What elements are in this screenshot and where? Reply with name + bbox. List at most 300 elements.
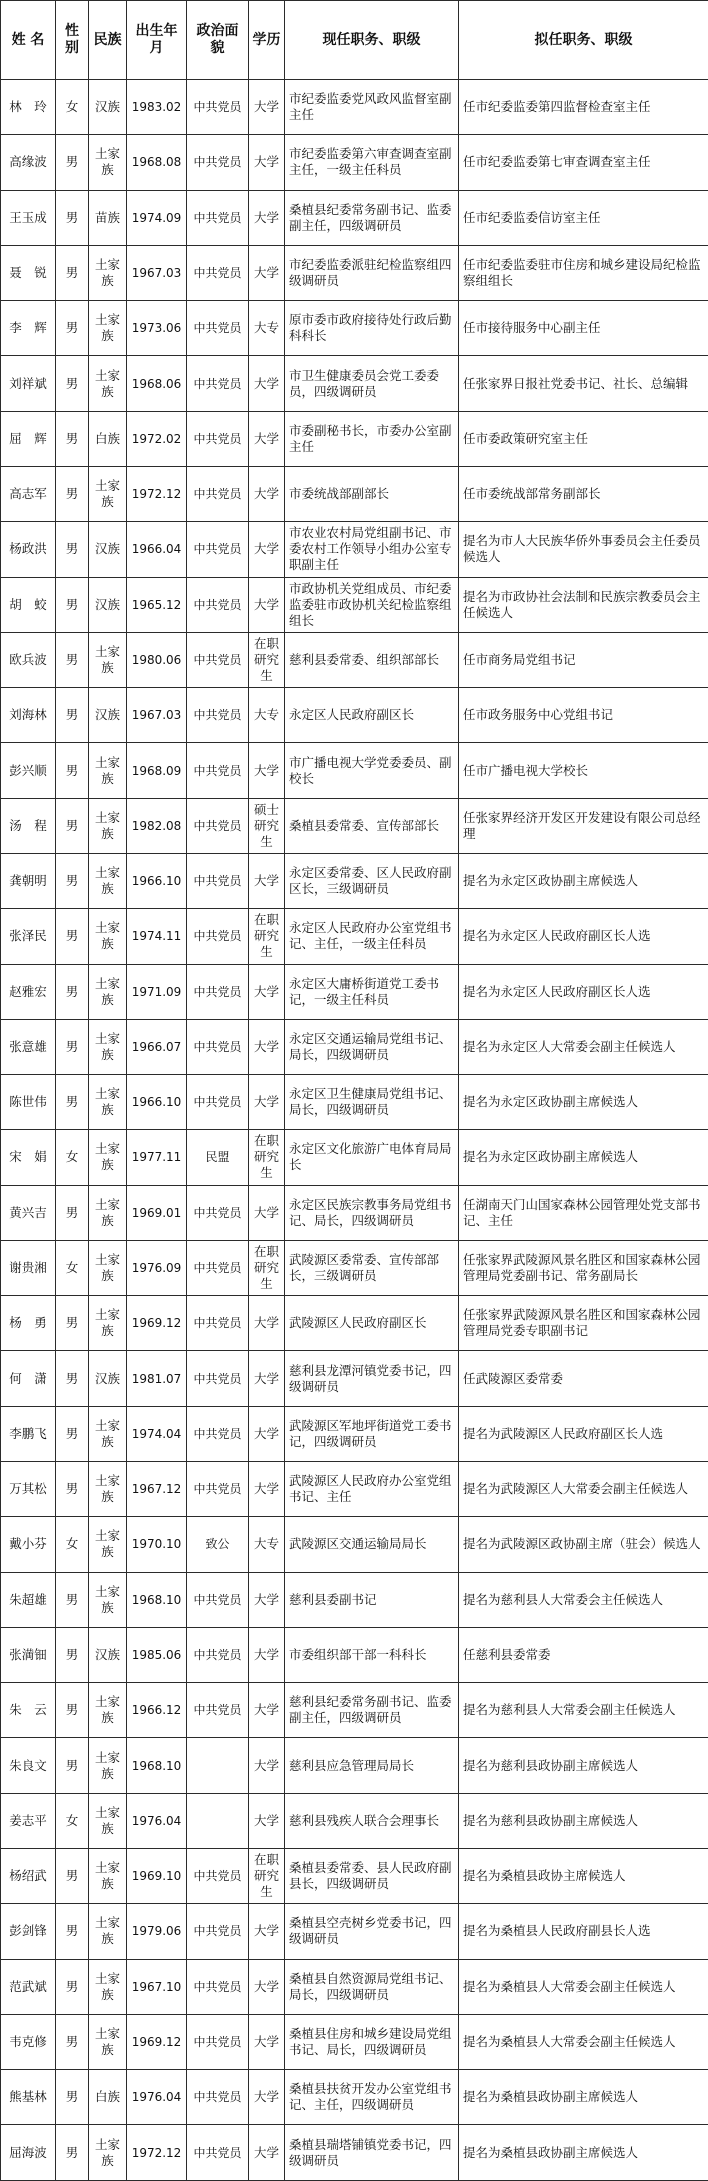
cell-politics: 中共党员 bbox=[187, 1904, 249, 1959]
cell-birth: 1982.08 bbox=[127, 798, 187, 853]
cell-gender: 男 bbox=[56, 743, 89, 798]
cell-current-position: 市委副秘书长，市委办公室副主任 bbox=[285, 411, 459, 466]
cell-education: 大学 bbox=[249, 1959, 285, 2014]
cell-politics: 中共党员 bbox=[187, 743, 249, 798]
cell-education: 大学 bbox=[249, 1572, 285, 1627]
table-row bbox=[1, 577, 708, 632]
cell-current-position: 慈利县纪委常务副书记、监委副主任，四级调研员 bbox=[285, 1683, 459, 1738]
cell-education: 大专 bbox=[249, 1517, 285, 1572]
cell-name: 杨绍武 bbox=[1, 1849, 56, 1904]
cell-proposed-position: 提名为桑植县人大常委会副主任候选人 bbox=[459, 1959, 708, 2014]
cell-politics: 中共党员 bbox=[187, 853, 249, 908]
table-row bbox=[1, 80, 708, 135]
cell-current-position: 武陵源区人民政府副区长 bbox=[285, 1296, 459, 1351]
cell-birth: 1969.10 bbox=[127, 1849, 187, 1904]
table-row bbox=[1, 356, 708, 411]
cell-name: 熊基林 bbox=[1, 2070, 56, 2125]
cell-name: 刘祥斌 bbox=[1, 356, 56, 411]
header-ethnicity: 民族 bbox=[89, 1, 127, 80]
cell-proposed-position: 提名为桑植县政协主席候选人 bbox=[459, 1849, 708, 1904]
cell-birth: 1967.03 bbox=[127, 688, 187, 743]
cell-current-position: 慈利县龙潭河镇党委书记，四级调研员 bbox=[285, 1351, 459, 1406]
cell-ethnicity: 土家族 bbox=[89, 356, 127, 411]
cell-ethnicity: 土家族 bbox=[89, 1296, 127, 1351]
cell-birth: 1966.07 bbox=[127, 1019, 187, 1074]
cell-proposed-position: 任市纪委监委第四监督检查室主任 bbox=[459, 80, 708, 135]
cell-birth: 1967.10 bbox=[127, 1959, 187, 2014]
cell-ethnicity: 土家族 bbox=[89, 853, 127, 908]
cell-ethnicity: 土家族 bbox=[89, 1683, 127, 1738]
cell-ethnicity: 土家族 bbox=[89, 1130, 127, 1185]
table-row bbox=[1, 1572, 708, 1627]
cell-ethnicity: 土家族 bbox=[89, 909, 127, 964]
cell-birth: 1967.12 bbox=[127, 1462, 187, 1517]
cell-birth: 1966.12 bbox=[127, 1683, 187, 1738]
cell-name: 杨政洪 bbox=[1, 522, 56, 577]
cell-name: 高志军 bbox=[1, 466, 56, 521]
cell-proposed-position: 提名为市政协社会法制和民族宗教委员会主任候选人 bbox=[459, 577, 708, 632]
cell-gender: 男 bbox=[56, 688, 89, 743]
cell-proposed-position: 任市委统战部常务副部长 bbox=[459, 466, 708, 521]
cell-politics: 中共党员 bbox=[187, 909, 249, 964]
cell-gender: 男 bbox=[56, 1738, 89, 1793]
table-row bbox=[1, 190, 708, 245]
cell-ethnicity: 汉族 bbox=[89, 1351, 127, 1406]
cell-education: 大学 bbox=[249, 1351, 285, 1406]
cell-birth: 1968.10 bbox=[127, 1738, 187, 1793]
cell-ethnicity: 土家族 bbox=[89, 135, 127, 190]
cell-proposed-position: 提名为永定区政协副主席候选人 bbox=[459, 853, 708, 908]
cell-proposed-position: 提名为桑植县人大常委会副主任候选人 bbox=[459, 2014, 708, 2069]
cell-education: 大学 bbox=[249, 2125, 285, 2180]
table-row bbox=[1, 466, 708, 521]
cell-current-position: 市农业农村局党组副书记、市委农村工作领导小组办公室专职副主任 bbox=[285, 522, 459, 577]
cell-name: 杨 勇 bbox=[1, 1296, 56, 1351]
cell-education: 大学 bbox=[249, 853, 285, 908]
cell-gender: 男 bbox=[56, 356, 89, 411]
table-row bbox=[1, 1517, 708, 1572]
cell-ethnicity: 土家族 bbox=[89, 1019, 127, 1074]
cell-name: 黄兴吉 bbox=[1, 1185, 56, 1240]
cell-name: 屈 辉 bbox=[1, 411, 56, 466]
cell-education: 大学 bbox=[249, 356, 285, 411]
cell-ethnicity: 土家族 bbox=[89, 1075, 127, 1130]
table-row bbox=[1, 688, 708, 743]
cell-name: 高缘波 bbox=[1, 135, 56, 190]
cell-current-position: 市纪委监委党风政风监督室副主任 bbox=[285, 80, 459, 135]
cell-ethnicity: 白族 bbox=[89, 411, 127, 466]
header-name: 姓 名 bbox=[1, 1, 56, 80]
cell-education: 大学 bbox=[249, 964, 285, 1019]
cell-politics: 中共党员 bbox=[187, 964, 249, 1019]
cell-birth: 1968.08 bbox=[127, 135, 187, 190]
cell-education: 大学 bbox=[249, 245, 285, 300]
cell-current-position: 市政协机关党组成员、市纪委监委驻市政协机关纪检监察组组长 bbox=[285, 577, 459, 632]
cell-gender: 男 bbox=[56, 909, 89, 964]
cell-education: 大学 bbox=[249, 2070, 285, 2125]
cell-politics: 民盟 bbox=[187, 1130, 249, 1185]
cell-ethnicity: 土家族 bbox=[89, 632, 127, 687]
cell-ethnicity: 汉族 bbox=[89, 1627, 127, 1682]
cell-current-position: 武陵源区交通运输局局长 bbox=[285, 1517, 459, 1572]
cell-education: 大学 bbox=[249, 1019, 285, 1074]
cell-ethnicity: 土家族 bbox=[89, 1185, 127, 1240]
cell-gender: 男 bbox=[56, 1683, 89, 1738]
cell-politics: 中共党员 bbox=[187, 1075, 249, 1130]
table-row bbox=[1, 1738, 708, 1793]
cell-birth: 1965.12 bbox=[127, 577, 187, 632]
cell-politics: 中共党员 bbox=[187, 1572, 249, 1627]
cell-gender: 男 bbox=[56, 1904, 89, 1959]
cell-current-position: 桑植县委常委、县人民政府副县长，四级调研员 bbox=[285, 1849, 459, 1904]
cell-ethnicity: 土家族 bbox=[89, 301, 127, 356]
cell-name: 刘海林 bbox=[1, 688, 56, 743]
cell-education: 大学 bbox=[249, 1683, 285, 1738]
table-row bbox=[1, 1019, 708, 1074]
cell-proposed-position: 任慈利县委常委 bbox=[459, 1627, 708, 1682]
cell-birth: 1968.10 bbox=[127, 1572, 187, 1627]
cell-ethnicity: 土家族 bbox=[89, 1572, 127, 1627]
cell-name: 姜志平 bbox=[1, 1793, 56, 1848]
cell-birth: 1972.12 bbox=[127, 466, 187, 521]
cell-current-position: 桑植县纪委常务副书记、监委副主任，四级调研员 bbox=[285, 190, 459, 245]
cell-ethnicity: 苗族 bbox=[89, 190, 127, 245]
cell-politics: 中共党员 bbox=[187, 1351, 249, 1406]
cell-politics bbox=[187, 1738, 249, 1793]
cell-education: 大学 bbox=[249, 522, 285, 577]
cell-gender: 女 bbox=[56, 1517, 89, 1572]
cell-birth: 1974.11 bbox=[127, 909, 187, 964]
table-row bbox=[1, 1406, 708, 1461]
table-row bbox=[1, 1185, 708, 1240]
cell-gender: 女 bbox=[56, 80, 89, 135]
cell-proposed-position: 提名为武陵源区人民政府副区长人选 bbox=[459, 1406, 708, 1461]
cell-politics: 中共党员 bbox=[187, 411, 249, 466]
cell-education: 大学 bbox=[249, 1904, 285, 1959]
cell-gender: 男 bbox=[56, 2070, 89, 2125]
header-politics: 政治面貌 bbox=[187, 1, 249, 80]
cell-name: 张泽民 bbox=[1, 909, 56, 964]
cell-gender: 男 bbox=[56, 411, 89, 466]
cell-ethnicity: 汉族 bbox=[89, 522, 127, 577]
cell-politics: 中共党员 bbox=[187, 1185, 249, 1240]
cell-current-position: 市卫生健康委员会党工委委员，四级调研员 bbox=[285, 356, 459, 411]
cell-current-position: 市委统战部副部长 bbox=[285, 466, 459, 521]
cell-politics: 中共党员 bbox=[187, 1683, 249, 1738]
cell-education: 大学 bbox=[249, 135, 285, 190]
cell-politics: 中共党员 bbox=[187, 632, 249, 687]
cell-ethnicity: 土家族 bbox=[89, 1462, 127, 1517]
cell-gender: 男 bbox=[56, 301, 89, 356]
cell-gender: 男 bbox=[56, 632, 89, 687]
table-row bbox=[1, 1351, 708, 1406]
cell-politics: 中共党员 bbox=[187, 1296, 249, 1351]
cell-gender: 男 bbox=[56, 466, 89, 521]
table-row bbox=[1, 411, 708, 466]
cell-education: 大学 bbox=[249, 1793, 285, 1848]
cell-birth: 1967.03 bbox=[127, 245, 187, 300]
cell-current-position: 永定区人民政府副区长 bbox=[285, 688, 459, 743]
cell-birth: 1976.04 bbox=[127, 1793, 187, 1848]
cell-proposed-position: 任张家界武陵源风景名胜区和国家森林公园管理局党委副书记、常务副局长 bbox=[459, 1240, 708, 1295]
cell-current-position: 永定区大庸桥街道党工委书记，一级主任科员 bbox=[285, 964, 459, 1019]
cell-name: 宋 娟 bbox=[1, 1130, 56, 1185]
cell-birth: 1969.01 bbox=[127, 1185, 187, 1240]
cell-politics: 致公 bbox=[187, 1517, 249, 1572]
cell-ethnicity: 土家族 bbox=[89, 1406, 127, 1461]
cell-current-position: 永定区民族宗教事务局党组书记、局长，四级调研员 bbox=[285, 1185, 459, 1240]
cell-name: 赵雅宏 bbox=[1, 964, 56, 1019]
cell-gender: 男 bbox=[56, 1462, 89, 1517]
cell-proposed-position: 任市委政策研究室主任 bbox=[459, 411, 708, 466]
cell-name: 戴小芬 bbox=[1, 1517, 56, 1572]
table-row bbox=[1, 1849, 708, 1904]
cell-education: 大学 bbox=[249, 1406, 285, 1461]
cell-gender: 男 bbox=[56, 1406, 89, 1461]
cell-name: 林 玲 bbox=[1, 80, 56, 135]
cell-name: 彭兴顺 bbox=[1, 743, 56, 798]
cell-name: 范武斌 bbox=[1, 1959, 56, 2014]
cell-gender: 男 bbox=[56, 577, 89, 632]
cell-gender: 男 bbox=[56, 1019, 89, 1074]
cell-birth: 1977.11 bbox=[127, 1130, 187, 1185]
cell-education: 大学 bbox=[249, 577, 285, 632]
cell-politics: 中共党员 bbox=[187, 1462, 249, 1517]
cell-name: 万其松 bbox=[1, 1462, 56, 1517]
cell-education: 大学 bbox=[249, 80, 285, 135]
cell-politics: 中共党员 bbox=[187, 2070, 249, 2125]
cell-name: 欧兵波 bbox=[1, 632, 56, 687]
cell-education: 大专 bbox=[249, 688, 285, 743]
cell-education: 大学 bbox=[249, 1075, 285, 1130]
cell-name: 李鹏飞 bbox=[1, 1406, 56, 1461]
cell-ethnicity: 土家族 bbox=[89, 1793, 127, 1848]
table-row bbox=[1, 632, 708, 687]
cell-current-position: 永定区委常委、区人民政府副区长，三级调研员 bbox=[285, 853, 459, 908]
cell-education: 大学 bbox=[249, 1738, 285, 1793]
cell-politics: 中共党员 bbox=[187, 2014, 249, 2069]
cell-politics: 中共党员 bbox=[187, 1627, 249, 1682]
header-current-position: 现任职务、职级 bbox=[285, 1, 459, 80]
cell-birth: 1985.06 bbox=[127, 1627, 187, 1682]
cell-politics: 中共党员 bbox=[187, 577, 249, 632]
cell-ethnicity: 土家族 bbox=[89, 1517, 127, 1572]
cell-name: 朱良文 bbox=[1, 1738, 56, 1793]
cell-politics: 中共党员 bbox=[187, 80, 249, 135]
cell-ethnicity: 汉族 bbox=[89, 80, 127, 135]
cell-birth: 1966.04 bbox=[127, 522, 187, 577]
cell-name: 谢贵湘 bbox=[1, 1240, 56, 1295]
cell-education: 大学 bbox=[249, 1627, 285, 1682]
cell-current-position: 桑植县自然资源局党组书记、局长，四级调研员 bbox=[285, 1959, 459, 2014]
cell-current-position: 慈利县委副书记 bbox=[285, 1572, 459, 1627]
cell-proposed-position: 提名为市人大民族华侨外事委员会主任委员候选人 bbox=[459, 522, 708, 577]
cell-name: 屈海波 bbox=[1, 2125, 56, 2180]
cell-education: 大学 bbox=[249, 2014, 285, 2069]
cell-birth: 1973.06 bbox=[127, 301, 187, 356]
cell-birth: 1966.10 bbox=[127, 1075, 187, 1130]
table-row bbox=[1, 2070, 708, 2125]
cell-birth: 1971.09 bbox=[127, 964, 187, 1019]
cell-gender: 男 bbox=[56, 2014, 89, 2069]
cell-politics: 中共党员 bbox=[187, 688, 249, 743]
cell-proposed-position: 任张家界武陵源风景名胜区和国家森林公园管理局党委专职副书记 bbox=[459, 1296, 708, 1351]
cell-birth: 1979.06 bbox=[127, 1904, 187, 1959]
cell-proposed-position: 提名为桑植县政协副主席候选人 bbox=[459, 2125, 708, 2180]
cell-proposed-position: 提名为永定区政协副主席候选人 bbox=[459, 1130, 708, 1185]
table-body bbox=[1, 80, 708, 2181]
cell-ethnicity: 土家族 bbox=[89, 245, 127, 300]
cell-proposed-position: 任市政务服务中心党组书记 bbox=[459, 688, 708, 743]
cell-name: 张満钿 bbox=[1, 1627, 56, 1682]
cell-current-position: 桑植县住房和城乡建设局党组书记、局长，四级调研员 bbox=[285, 2014, 459, 2069]
cell-birth: 1968.06 bbox=[127, 356, 187, 411]
cell-current-position: 桑植县委常委、宣传部部长 bbox=[285, 798, 459, 853]
cell-birth: 1974.04 bbox=[127, 1406, 187, 1461]
table-row bbox=[1, 2014, 708, 2069]
cell-proposed-position: 提名为永定区人民政府副区长人选 bbox=[459, 909, 708, 964]
cell-current-position: 永定区交通运输局党组书记、局长，四级调研员 bbox=[285, 1019, 459, 1074]
cell-education: 在职研究生 bbox=[249, 909, 285, 964]
cell-education: 在职研究生 bbox=[249, 1130, 285, 1185]
cell-gender: 男 bbox=[56, 135, 89, 190]
cell-birth: 1981.07 bbox=[127, 1351, 187, 1406]
cell-ethnicity: 土家族 bbox=[89, 798, 127, 853]
cell-ethnicity: 土家族 bbox=[89, 1959, 127, 2014]
table-row bbox=[1, 964, 708, 1019]
header-proposed-position: 拟任职务、职级 bbox=[459, 1, 708, 80]
cell-name: 陈世伟 bbox=[1, 1075, 56, 1130]
cell-name: 汤 程 bbox=[1, 798, 56, 853]
cell-gender: 女 bbox=[56, 1793, 89, 1848]
cell-proposed-position: 任市纪委监委信访室主任 bbox=[459, 190, 708, 245]
table-row bbox=[1, 1462, 708, 1517]
cell-birth: 1976.04 bbox=[127, 2070, 187, 2125]
table-row bbox=[1, 798, 708, 853]
cell-politics bbox=[187, 1793, 249, 1848]
cell-gender: 男 bbox=[56, 190, 89, 245]
cell-gender: 男 bbox=[56, 1959, 89, 2014]
cell-birth: 1969.12 bbox=[127, 1296, 187, 1351]
cell-current-position: 原市委市政府接待处行政后勤科科长 bbox=[285, 301, 459, 356]
table-row bbox=[1, 1793, 708, 1848]
cell-education: 大学 bbox=[249, 1296, 285, 1351]
cell-birth: 1966.10 bbox=[127, 853, 187, 908]
cell-proposed-position: 提名为武陵源区人大常委会副主任候选人 bbox=[459, 1462, 708, 1517]
cell-name: 王玉成 bbox=[1, 190, 56, 245]
cell-current-position: 武陵源区人民政府办公室党组书记、主任 bbox=[285, 1462, 459, 1517]
cell-birth: 1968.09 bbox=[127, 743, 187, 798]
cell-politics: 中共党员 bbox=[187, 301, 249, 356]
cell-birth: 1972.12 bbox=[127, 2125, 187, 2180]
cell-ethnicity: 土家族 bbox=[89, 2014, 127, 2069]
cell-ethnicity: 土家族 bbox=[89, 743, 127, 798]
table-row bbox=[1, 1296, 708, 1351]
cell-gender: 男 bbox=[56, 964, 89, 1019]
cell-current-position: 永定区人民政府办公室党组书记、主任，一级主任科员 bbox=[285, 909, 459, 964]
cell-proposed-position: 提名为永定区人民政府副区长人选 bbox=[459, 964, 708, 1019]
cell-politics: 中共党员 bbox=[187, 135, 249, 190]
cell-proposed-position: 提名为慈利县政协副主席候选人 bbox=[459, 1793, 708, 1848]
cell-politics: 中共党员 bbox=[187, 798, 249, 853]
cell-birth: 1976.09 bbox=[127, 1240, 187, 1295]
cell-proposed-position: 任张家界日报社党委书记、社长、总编辑 bbox=[459, 356, 708, 411]
cell-name: 李 辉 bbox=[1, 301, 56, 356]
cell-proposed-position: 提名为慈利县人大常委会主任候选人 bbox=[459, 1572, 708, 1627]
table-row bbox=[1, 1240, 708, 1295]
table-row bbox=[1, 1904, 708, 1959]
cell-current-position: 永定区文化旅游广电体育局局长 bbox=[285, 1130, 459, 1185]
table-row bbox=[1, 909, 708, 964]
cell-name: 张意雄 bbox=[1, 1019, 56, 1074]
cell-proposed-position: 任市商务局党组书记 bbox=[459, 632, 708, 687]
cell-ethnicity: 土家族 bbox=[89, 964, 127, 1019]
cell-current-position: 慈利县应急管理局局长 bbox=[285, 1738, 459, 1793]
cell-education: 大学 bbox=[249, 190, 285, 245]
cell-proposed-position: 任湖南天门山国家森林公园管理处党支部书记、主任 bbox=[459, 1185, 708, 1240]
cell-education: 大学 bbox=[249, 411, 285, 466]
cell-gender: 男 bbox=[56, 522, 89, 577]
cell-education: 在职研究生 bbox=[249, 1849, 285, 1904]
cell-proposed-position: 任市纪委监委驻市住房和城乡建设局纪检监察组组长 bbox=[459, 245, 708, 300]
cell-proposed-position: 提名为桑植县政协副主席候选人 bbox=[459, 2070, 708, 2125]
cell-ethnicity: 土家族 bbox=[89, 1904, 127, 1959]
table-row bbox=[1, 135, 708, 190]
cell-name: 何 潇 bbox=[1, 1351, 56, 1406]
cell-name: 彭剑锋 bbox=[1, 1904, 56, 1959]
cell-proposed-position: 提名为永定区政协副主席候选人 bbox=[459, 1075, 708, 1130]
cell-ethnicity: 汉族 bbox=[89, 577, 127, 632]
cell-gender: 女 bbox=[56, 1240, 89, 1295]
cell-proposed-position: 任武陵源区委常委 bbox=[459, 1351, 708, 1406]
cell-current-position: 市纪委监委派驻纪检监察组四级调研员 bbox=[285, 245, 459, 300]
cell-education: 大学 bbox=[249, 1185, 285, 1240]
cell-politics: 中共党员 bbox=[187, 466, 249, 521]
header-education: 学历 bbox=[249, 1, 285, 80]
cell-education: 大学 bbox=[249, 466, 285, 521]
table-row bbox=[1, 522, 708, 577]
cell-birth: 1983.02 bbox=[127, 80, 187, 135]
header-row bbox=[1, 1, 708, 80]
cell-gender: 男 bbox=[56, 1572, 89, 1627]
cell-gender: 男 bbox=[56, 1627, 89, 1682]
cell-politics: 中共党员 bbox=[187, 1849, 249, 1904]
table-row bbox=[1, 853, 708, 908]
cell-politics: 中共党员 bbox=[187, 1019, 249, 1074]
cell-ethnicity: 汉族 bbox=[89, 688, 127, 743]
cell-gender: 男 bbox=[56, 1351, 89, 1406]
cell-birth: 1972.02 bbox=[127, 411, 187, 466]
cell-proposed-position: 任市纪委监委第七审查调查室主任 bbox=[459, 135, 708, 190]
cell-ethnicity: 土家族 bbox=[89, 1738, 127, 1793]
cell-current-position: 桑植县空壳树乡党委书记，四级调研员 bbox=[285, 1904, 459, 1959]
cell-proposed-position: 任市广播电视大学校长 bbox=[459, 743, 708, 798]
cell-birth: 1969.12 bbox=[127, 2014, 187, 2069]
cell-proposed-position: 提名为慈利县人大常委会副主任候选人 bbox=[459, 1683, 708, 1738]
cell-current-position: 慈利县残疾人联合会理事长 bbox=[285, 1793, 459, 1848]
cell-name: 聂 锐 bbox=[1, 245, 56, 300]
table-row bbox=[1, 743, 708, 798]
table-row bbox=[1, 2125, 708, 2180]
cell-name: 韦克修 bbox=[1, 2014, 56, 2069]
table-row bbox=[1, 1075, 708, 1130]
cell-proposed-position: 提名为永定区人大常委会副主任候选人 bbox=[459, 1019, 708, 1074]
cell-ethnicity: 土家族 bbox=[89, 1849, 127, 1904]
cell-birth: 1970.10 bbox=[127, 1517, 187, 1572]
cell-proposed-position: 任张家界经济开发区开发建设有限公司总经理 bbox=[459, 798, 708, 853]
cell-education: 硕士研究生 bbox=[249, 798, 285, 853]
table-row bbox=[1, 301, 708, 356]
